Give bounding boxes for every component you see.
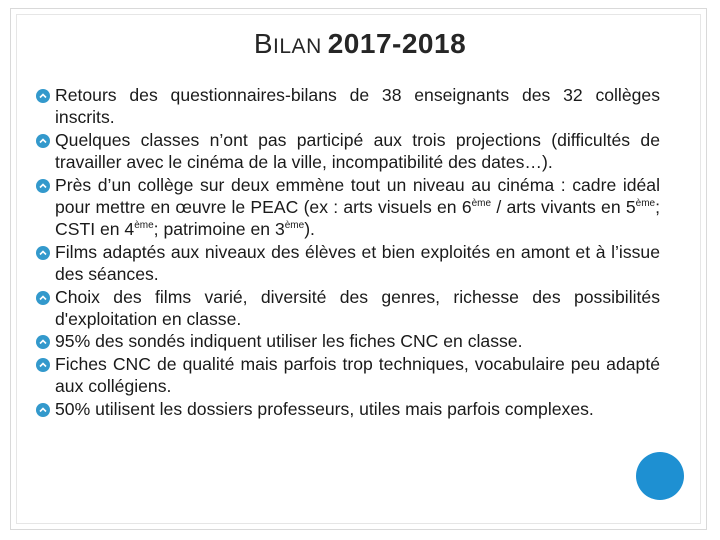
bullet-text-part: / arts vivants en 5	[491, 197, 636, 218]
chevron-circle-icon	[36, 246, 50, 260]
chevron-circle-icon	[36, 89, 50, 103]
bullet-item	[36, 398, 660, 420]
bullet-text-part: ; patrimoine en 3	[153, 219, 285, 240]
ordinal-suffix: ème	[471, 198, 492, 210]
decorative-circle	[636, 452, 684, 500]
bullet-item	[36, 241, 660, 286]
bullet-text: Quelques classes n’ont pas participé aux trois projections (difficultés de travailler avec le cinéma de la ville, incompatibilité des dates…).	[55, 129, 660, 173]
chevron-circle-icon	[36, 403, 50, 417]
bullet-text: Choix des films varié, diversité des genres, richesse des possibilités d'exploitation en classe.	[55, 286, 660, 330]
chevron-circle-icon	[36, 179, 50, 193]
slide-content	[36, 84, 660, 420]
bullet-item	[36, 129, 660, 174]
chevron-circle-icon	[36, 358, 50, 372]
bullet-item	[36, 353, 660, 398]
chevron-circle-icon	[36, 134, 50, 148]
bullet-item	[36, 286, 660, 331]
bullet-text-part: ).	[304, 219, 315, 240]
ordinal-suffix: ème	[635, 198, 656, 210]
chevron-circle-icon	[36, 335, 50, 349]
ordinal-suffix: ème	[284, 220, 305, 232]
bullet-text: Retours des questionnaires-bilans de 38 enseignants des 32 collèges inscrits.	[55, 85, 660, 128]
bullet-text: Films adaptés aux niveaux des élèves et bien exploités en amont et à l’issue des séances.	[55, 241, 660, 285]
title-initial: B	[253, 28, 274, 59]
bullet-list	[36, 84, 660, 420]
ordinal-suffix: ème	[134, 220, 154, 232]
bullet-text-part: Près d’un collège sur deux emmène tout un niveau au cinéma : cadre idéal pour mettre en œuvre le PEAC (ex : arts visuels en 6	[55, 174, 660, 218]
bullet-text-part: ; CSTI en 4	[55, 197, 660, 240]
bullet-item	[36, 174, 660, 241]
bullet-text	[55, 175, 660, 240]
title-rest: ILAN	[273, 35, 322, 58]
bullet-item	[36, 84, 660, 129]
bullet-text: 50% utilisent les dossiers professeurs, utiles mais parfois complexes.	[55, 398, 594, 419]
bullet-text: Fiches CNC de qualité mais parfois trop techniques, vocabulaire peu adapté aux collégiens.	[55, 353, 660, 397]
chevron-circle-icon	[36, 291, 50, 305]
bullet-item	[36, 330, 660, 352]
slide-title	[0, 28, 720, 60]
bullet-text: 95% des sondés indiquent utiliser les fiches CNC en classe.	[55, 331, 523, 352]
title-year: 2017-2018	[327, 28, 467, 59]
